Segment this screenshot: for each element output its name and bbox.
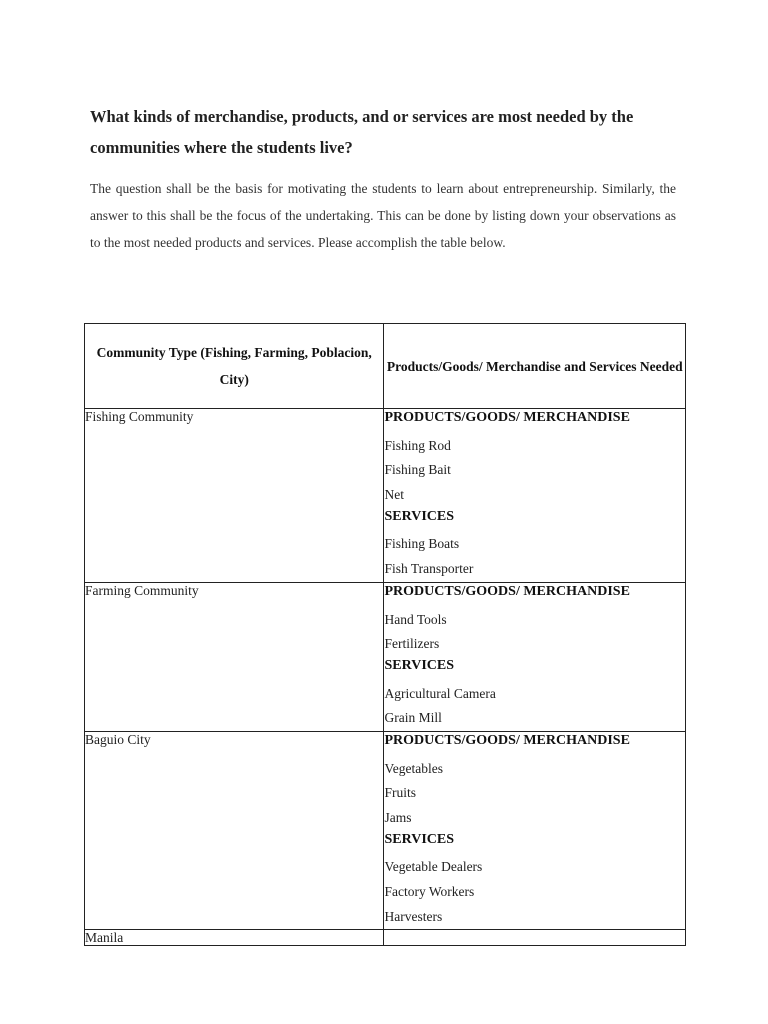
list-item: Agricultural Camera xyxy=(384,685,496,701)
list-item: Fish Transporter xyxy=(384,561,474,577)
list-item: Vegetable Dealers xyxy=(384,859,483,875)
intro-paragraph: The question shall be the basis for motivating the students to learn about entrepreneurship. Similarly, the answer to this shall be the focus of the undertaking. This can be done by listing down your observations as to the most needed products and services. Please accomplish the table below. xyxy=(90,181,676,250)
header-products-services: Products/Goods/ Merchandise and Services Needed xyxy=(384,324,686,409)
table-row xyxy=(85,930,686,946)
list-item: Fertilizers xyxy=(384,636,440,652)
table-row xyxy=(85,409,686,583)
table-row xyxy=(85,582,686,731)
community-needs-table xyxy=(84,323,686,946)
list-item: Jams xyxy=(384,810,412,825)
list-item: Fishing Rod xyxy=(384,437,451,453)
table-header-row xyxy=(85,324,686,409)
items-cell xyxy=(384,731,686,930)
category-label: PRODUCTS/GOODS/ MERCHANDISE xyxy=(384,732,630,748)
community-cell: Baguio City xyxy=(85,731,384,930)
list-item: Harvesters xyxy=(384,908,443,924)
list-item: Grain Mill xyxy=(384,710,442,726)
header-community-type: Community Type (Fishing, Farming, Poblacion, City) xyxy=(85,324,384,409)
list-item: Net xyxy=(384,487,404,503)
community-cell: Farming Community xyxy=(85,582,384,731)
category-label: PRODUCTS/GOODS/ MERCHANDISE xyxy=(384,583,630,599)
category-label: SERVICES xyxy=(384,508,455,524)
list-item: Vegetables xyxy=(384,760,443,776)
items-cell xyxy=(384,409,686,583)
question-heading: What kinds of merchandise, products, and or services are most needed by the communities where the students live? xyxy=(90,107,634,157)
category-label: PRODUCTS/GOODS/ MERCHANDISE xyxy=(384,410,630,425)
category-label: SERVICES xyxy=(384,831,455,847)
list-item: Factory Workers xyxy=(384,884,475,900)
list-item: Fishing Boats xyxy=(384,536,460,552)
table-row xyxy=(85,731,686,930)
community-cell: Manila xyxy=(85,930,384,946)
list-item: Hand Tools xyxy=(384,611,447,627)
community-cell: Fishing Community xyxy=(85,409,384,583)
list-item: Fishing Bait xyxy=(384,462,451,478)
items-cell xyxy=(384,930,686,946)
items-cell xyxy=(384,582,686,731)
list-item: Fruits xyxy=(384,785,416,801)
category-label: SERVICES xyxy=(384,657,455,673)
